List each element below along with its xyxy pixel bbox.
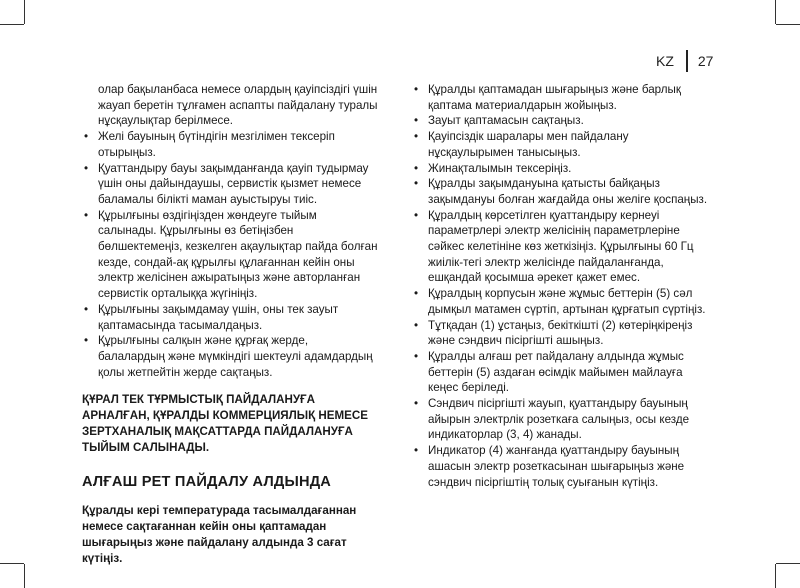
- list-item: • Құралдың корпусын және жұмыс беттерін (5) сәл дымқыл матамен сүртіп, артынан құрғатып сүртіңіз.: [412, 286, 710, 317]
- list-item: • Құралды қаптамадан шығарыңыз және барлық қаптама материалдарын жойыңыз.: [412, 82, 710, 113]
- list-item: • Құрылғыны өздігіңізден жөндеуге тыйым салынады. Құрылғыны өз бетіңізбен бөлшектемеңіз, кезкелген ақаулықтар пайда болған кезде, сондай-ақ құрылғы құлағаннан кейін оны электр желісінен ажыратыңыз және авторланған сервистік орталыққа жүгініңіз.: [82, 208, 378, 302]
- list-item: • Құралды алғаш рет пайдалану алдында жұмыс беттерін (5) аздаған өсімдік майымен майлауға кеңес беріледі.: [412, 349, 710, 396]
- usage-warning: ҚҰРАЛ ТЕК ТҰРМЫСТЫҚ ПАЙДАЛАНУҒА АРНАЛҒАН, ҚҰРАЛДЫ КОММЕРЦИЯЛЫҚ НЕМЕСЕ ЗЕРТХАНАЛЫҚ МАҚСАТТАРДА ПАЙДАЛАНУҒА ТЫЙЫМ САЛЫНАДЫ.: [82, 393, 368, 455]
- list-item: • Зауыт қаптамасын сақтаңыз.: [412, 113, 710, 129]
- safety-list: [82, 129, 378, 380]
- crop-mark: [24, 0, 25, 24]
- crop-mark: [776, 563, 800, 564]
- section-note: Құралды кері температурада тасымалдағаннан немесе сақтағаннан кейін оны қаптамадан шығарыңыз және пайдалану алдында 3 сағат күтіңіз.: [82, 504, 357, 566]
- list-item: • Құралды зақымдануына қатысты байқаңыз зақымдануы болған жағдайда оны желіге қоспаңыз.: [412, 176, 710, 207]
- list-item: • Жинақталымын тексеріңіз.: [412, 161, 710, 177]
- first-use-steps: [412, 82, 710, 490]
- crop-mark: [0, 24, 24, 25]
- page-header: [656, 50, 713, 72]
- list-item: • Құрылғыны зақымдамау үшін, оны тек зауыт қаптамасында тасымалдаңыз.: [82, 302, 378, 333]
- crop-mark: [776, 24, 800, 25]
- list-item: • Индикатор (4) жанғанда қуаттандыру бауының ашасын электр розеткасынан шығарыңыз және сэндвич пісіргіштің толық суығанын күтіңіз.: [412, 443, 710, 490]
- left-column: [82, 82, 378, 567]
- page-number: 27: [697, 53, 714, 69]
- list-item: • Қуаттандыру бауы зақымданғанда қауіп тудырмау үшін оны дайындаушы, сервистік қызмет немесе баламалы білікті маман ауыстыруы тиіс.: [82, 161, 378, 208]
- crop-mark: [775, 0, 776, 24]
- continuation-text: олар бақыланбаса немесе олардың қауіпсіздігі үшін жауап беретін тұлғамен аспапты пайдалану туралы нұсқаулықтар берілмесе.: [98, 83, 378, 128]
- list-item: • Құрылғыны салқын және құрғақ жерде, балалардың және мүмкіндігі шектеулі адамдардың қолы жетпейтін жерде сақтаңыз.: [82, 333, 378, 380]
- language-code: KZ: [656, 53, 674, 69]
- right-column: [412, 82, 710, 490]
- list-item: • Қауіпсіздік шаралары мен пайдалану нұсқаулырымен танысыңыз.: [412, 129, 710, 160]
- section-heading: АЛҒАШ РЕТ ПАЙДАЛУ АЛДЫНДА: [82, 474, 332, 491]
- crop-mark: [24, 564, 25, 588]
- list-item: • Желі бауының бүтіндігін мезгілімен тексеріп отырыңыз.: [82, 129, 378, 160]
- list-item: • Сэндвич пісіргішті жауып, қуаттандыру бауының айырын электрлік розеткаға салыңыз, осы кезде индикаторлар (3, 4) жанады.: [412, 396, 710, 443]
- list-item: • Тұтқадан (1) ұстаңыз, бекіткішті (2) көтеріңкіреңіз және сэндвич пісіргішті ашыңыз.: [412, 318, 710, 349]
- crop-mark: [0, 563, 24, 564]
- crop-mark: [775, 564, 776, 588]
- list-item: • Құралдың көрсетілген қуаттандыру кернеуі параметрлері электр желісінің параметрлеріне сәйкес келетініне көз жеткізіңіз. Құрылғыны 60 Гц жиілік-тегі электр желісінде пайдаланғанда, ешқандай қосымша әрекет қажет емес.: [412, 208, 710, 287]
